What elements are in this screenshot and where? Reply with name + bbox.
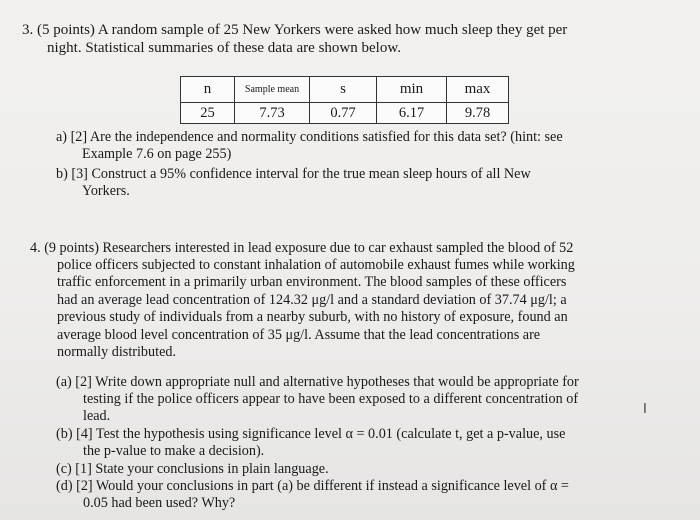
stats-table <box>180 76 509 124</box>
value-n: 25 <box>181 103 235 124</box>
q3-line2: night. Statistical summaries of these data are shown below. <box>47 40 401 56</box>
text-cursor-icon: I <box>643 402 647 417</box>
stats-header-row <box>181 77 509 103</box>
q4-part-a-line1: (a) [2] Write down appropriate null and alternative hypotheses that would be appropriate for <box>56 374 579 390</box>
q4-line1: 4. (9 points) Researchers interested in lead exposure due to car exhaust sampled the blood of 52 <box>30 240 574 256</box>
header-sample-mean: Sample mean <box>235 77 310 103</box>
q4-line4: had an average lead concentration of 124.32 μg/l and a standard deviation of 37.74 μg/l; a <box>57 292 567 308</box>
q3-part-a-line1: a) [2] Are the independence and normality conditions satisfied for this data set? (hint: see <box>56 129 563 145</box>
stats-value-row <box>181 103 509 124</box>
q4-part-a-line3: lead. <box>83 408 111 424</box>
value-sample-mean: 7.73 <box>235 103 310 124</box>
header-min: min <box>377 77 447 103</box>
q3-part-b-line2: Yorkers. <box>82 183 130 199</box>
header-max: max <box>447 77 509 103</box>
q4-part-d-line2: 0.05 had been used? Why? <box>83 495 236 511</box>
header-n: n <box>181 77 235 103</box>
header-s: s <box>310 77 377 103</box>
value-s: 0.77 <box>310 103 377 124</box>
q4-line2: police officers subjected to constant inhalation of automobile exhaust fumes while working <box>57 257 575 273</box>
q4-line3: traffic enforcement in a primarily urban environment. The blood samples of these officers <box>57 274 567 290</box>
q4-part-c: (c) [1] State your conclusions in plain language. <box>56 461 329 477</box>
q4-line7: normally distributed. <box>57 344 177 360</box>
q4-part-d-line1: (d) [2] Would your conclusions in part (a) be different if instead a significance level of α = <box>56 478 569 494</box>
q4-line6: average blood level concentration of 35 μg/l. Assume that the lead concentrations are <box>57 327 541 343</box>
q4-part-a-line2: testing if the police officers appear to have been exposed to a different concentration of <box>83 391 579 407</box>
q4-part-b-line2: the p-value to make a decision). <box>83 443 265 459</box>
q3-part-b-line1: b) [3] Construct a 95% confidence interval for the true mean sleep hours of all New <box>56 166 531 182</box>
q4-line5: previous study of individuals from a nearby suburb, with no history of exposure, found an <box>57 309 568 325</box>
value-max: 9.78 <box>447 103 509 124</box>
q4-part-b-line1: (b) [4] Test the hypothesis using significance level α = 0.01 (calculate t, get a p-value, use <box>56 426 566 442</box>
value-min: 6.17 <box>377 103 447 124</box>
q3-part-a-line2: Example 7.6 on page 255) <box>82 146 232 162</box>
q3-line1: 3. (5 points) A random sample of 25 New Yorkers were asked how much sleep they get per <box>22 22 568 38</box>
